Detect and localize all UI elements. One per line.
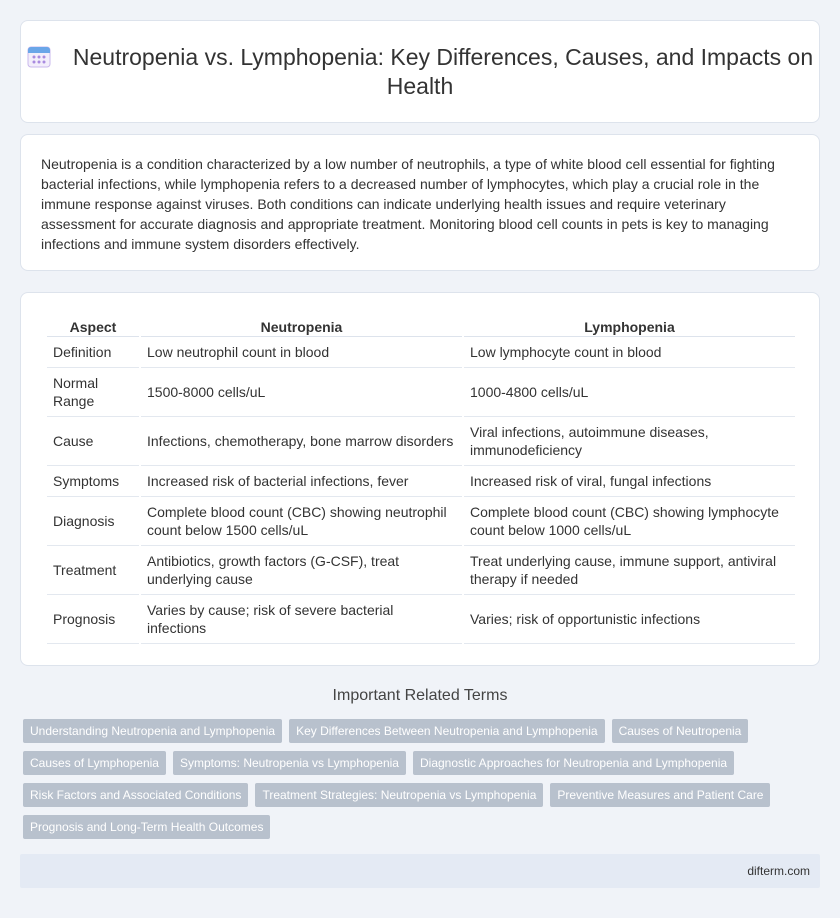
table-row bbox=[47, 368, 795, 417]
related-term-tag[interactable]: Preventive Measures and Patient Care bbox=[550, 783, 770, 807]
related-terms-list bbox=[23, 719, 813, 839]
table-row bbox=[47, 417, 795, 466]
row-neutropenia: 1500-8000 cells/uL bbox=[141, 368, 462, 417]
comparison-table bbox=[45, 311, 797, 644]
row-neutropenia: Low neutrophil count in blood bbox=[141, 337, 462, 368]
related-term-tag[interactable]: Key Differences Between Neutropenia and Lymphopenia bbox=[289, 719, 605, 743]
related-term-tag[interactable]: Understanding Neutropenia and Lymphopenia bbox=[23, 719, 282, 743]
row-neutropenia: Increased risk of bacterial infections, fever bbox=[141, 466, 462, 497]
table-header-row bbox=[47, 311, 795, 337]
intro-paragraph: Neutropenia is a condition characterized by a low number of neutrophils, a type of white blood cell essential for fighting bacterial infections, while lymphopenia refers to a decreased number of lymphocytes, which play a crucial role in the immune response against viruses. Both conditions can indicate underlying health issues and require veterinary assessment for accurate diagnosis and appropriate treatment. Monitoring blood cell counts in pets is key to managing infections and immune system disorders effectively. bbox=[41, 156, 775, 252]
row-aspect: Cause bbox=[47, 417, 139, 466]
related-term-tag[interactable]: Causes of Lymphopenia bbox=[23, 751, 166, 775]
table-row bbox=[47, 337, 795, 368]
table-row bbox=[47, 497, 795, 546]
related-term-tag[interactable]: Causes of Neutropenia bbox=[612, 719, 749, 743]
table-row bbox=[47, 546, 795, 595]
row-lymphopenia: Treat underlying cause, immune support, antiviral therapy if needed bbox=[464, 546, 795, 595]
row-lymphopenia: Viral infections, autoimmune diseases, immunodeficiency bbox=[464, 417, 795, 466]
related-term-tag[interactable]: Symptoms: Neutropenia vs Lymphopenia bbox=[173, 751, 406, 775]
row-neutropenia: Infections, chemotherapy, bone marrow disorders bbox=[141, 417, 462, 466]
row-lymphopenia: 1000-4800 cells/uL bbox=[464, 368, 795, 417]
table-row bbox=[47, 595, 795, 644]
related-terms-title: Important Related Terms bbox=[332, 687, 508, 704]
calendar-icon bbox=[27, 44, 51, 68]
page-title bbox=[21, 43, 819, 101]
header-neutropenia: Neutropenia bbox=[141, 311, 462, 337]
row-aspect: Normal Range bbox=[47, 368, 139, 417]
row-lymphopenia: Low lymphocyte count in blood bbox=[464, 337, 795, 368]
row-neutropenia: Complete blood count (CBC) showing neutrophil count below 1500 cells/uL bbox=[141, 497, 462, 546]
header-aspect: Aspect bbox=[47, 311, 139, 337]
related-term-tag[interactable]: Risk Factors and Associated Conditions bbox=[23, 783, 248, 807]
intro-card bbox=[20, 134, 820, 271]
row-lymphopenia: Varies; risk of opportunistic infections bbox=[464, 595, 795, 644]
row-aspect: Prognosis bbox=[47, 595, 139, 644]
table-row bbox=[47, 466, 795, 497]
comparison-table-card bbox=[20, 292, 820, 666]
related-term-tag[interactable]: Diagnostic Approaches for Neutropenia and Lymphopenia bbox=[413, 751, 734, 775]
row-aspect: Symptoms bbox=[47, 466, 139, 497]
page-title-text: Neutropenia vs. Lymphopenia: Key Differences, Causes, and Impacts on Health bbox=[72, 44, 814, 99]
row-lymphopenia: Increased risk of viral, fungal infections bbox=[464, 466, 795, 497]
row-aspect: Diagnosis bbox=[47, 497, 139, 546]
row-aspect: Treatment bbox=[47, 546, 139, 595]
row-neutropenia: Antibiotics, growth factors (G-CSF), treat underlying cause bbox=[141, 546, 462, 595]
related-term-tag[interactable]: Prognosis and Long-Term Health Outcomes bbox=[23, 815, 270, 839]
header-lymphopenia: Lymphopenia bbox=[464, 311, 795, 337]
header-card bbox=[20, 20, 820, 123]
row-aspect: Definition bbox=[47, 337, 139, 368]
related-term-tag[interactable]: Treatment Strategies: Neutropenia vs Lymphopenia bbox=[255, 783, 543, 807]
footer-site-link[interactable]: difterm.com bbox=[747, 864, 810, 878]
title-wrap bbox=[21, 43, 819, 101]
row-lymphopenia: Complete blood count (CBC) showing lymphocyte count below 1000 cells/uL bbox=[464, 497, 795, 546]
footer bbox=[20, 854, 820, 888]
row-neutropenia: Varies by cause; risk of severe bacterial infections bbox=[141, 595, 462, 644]
